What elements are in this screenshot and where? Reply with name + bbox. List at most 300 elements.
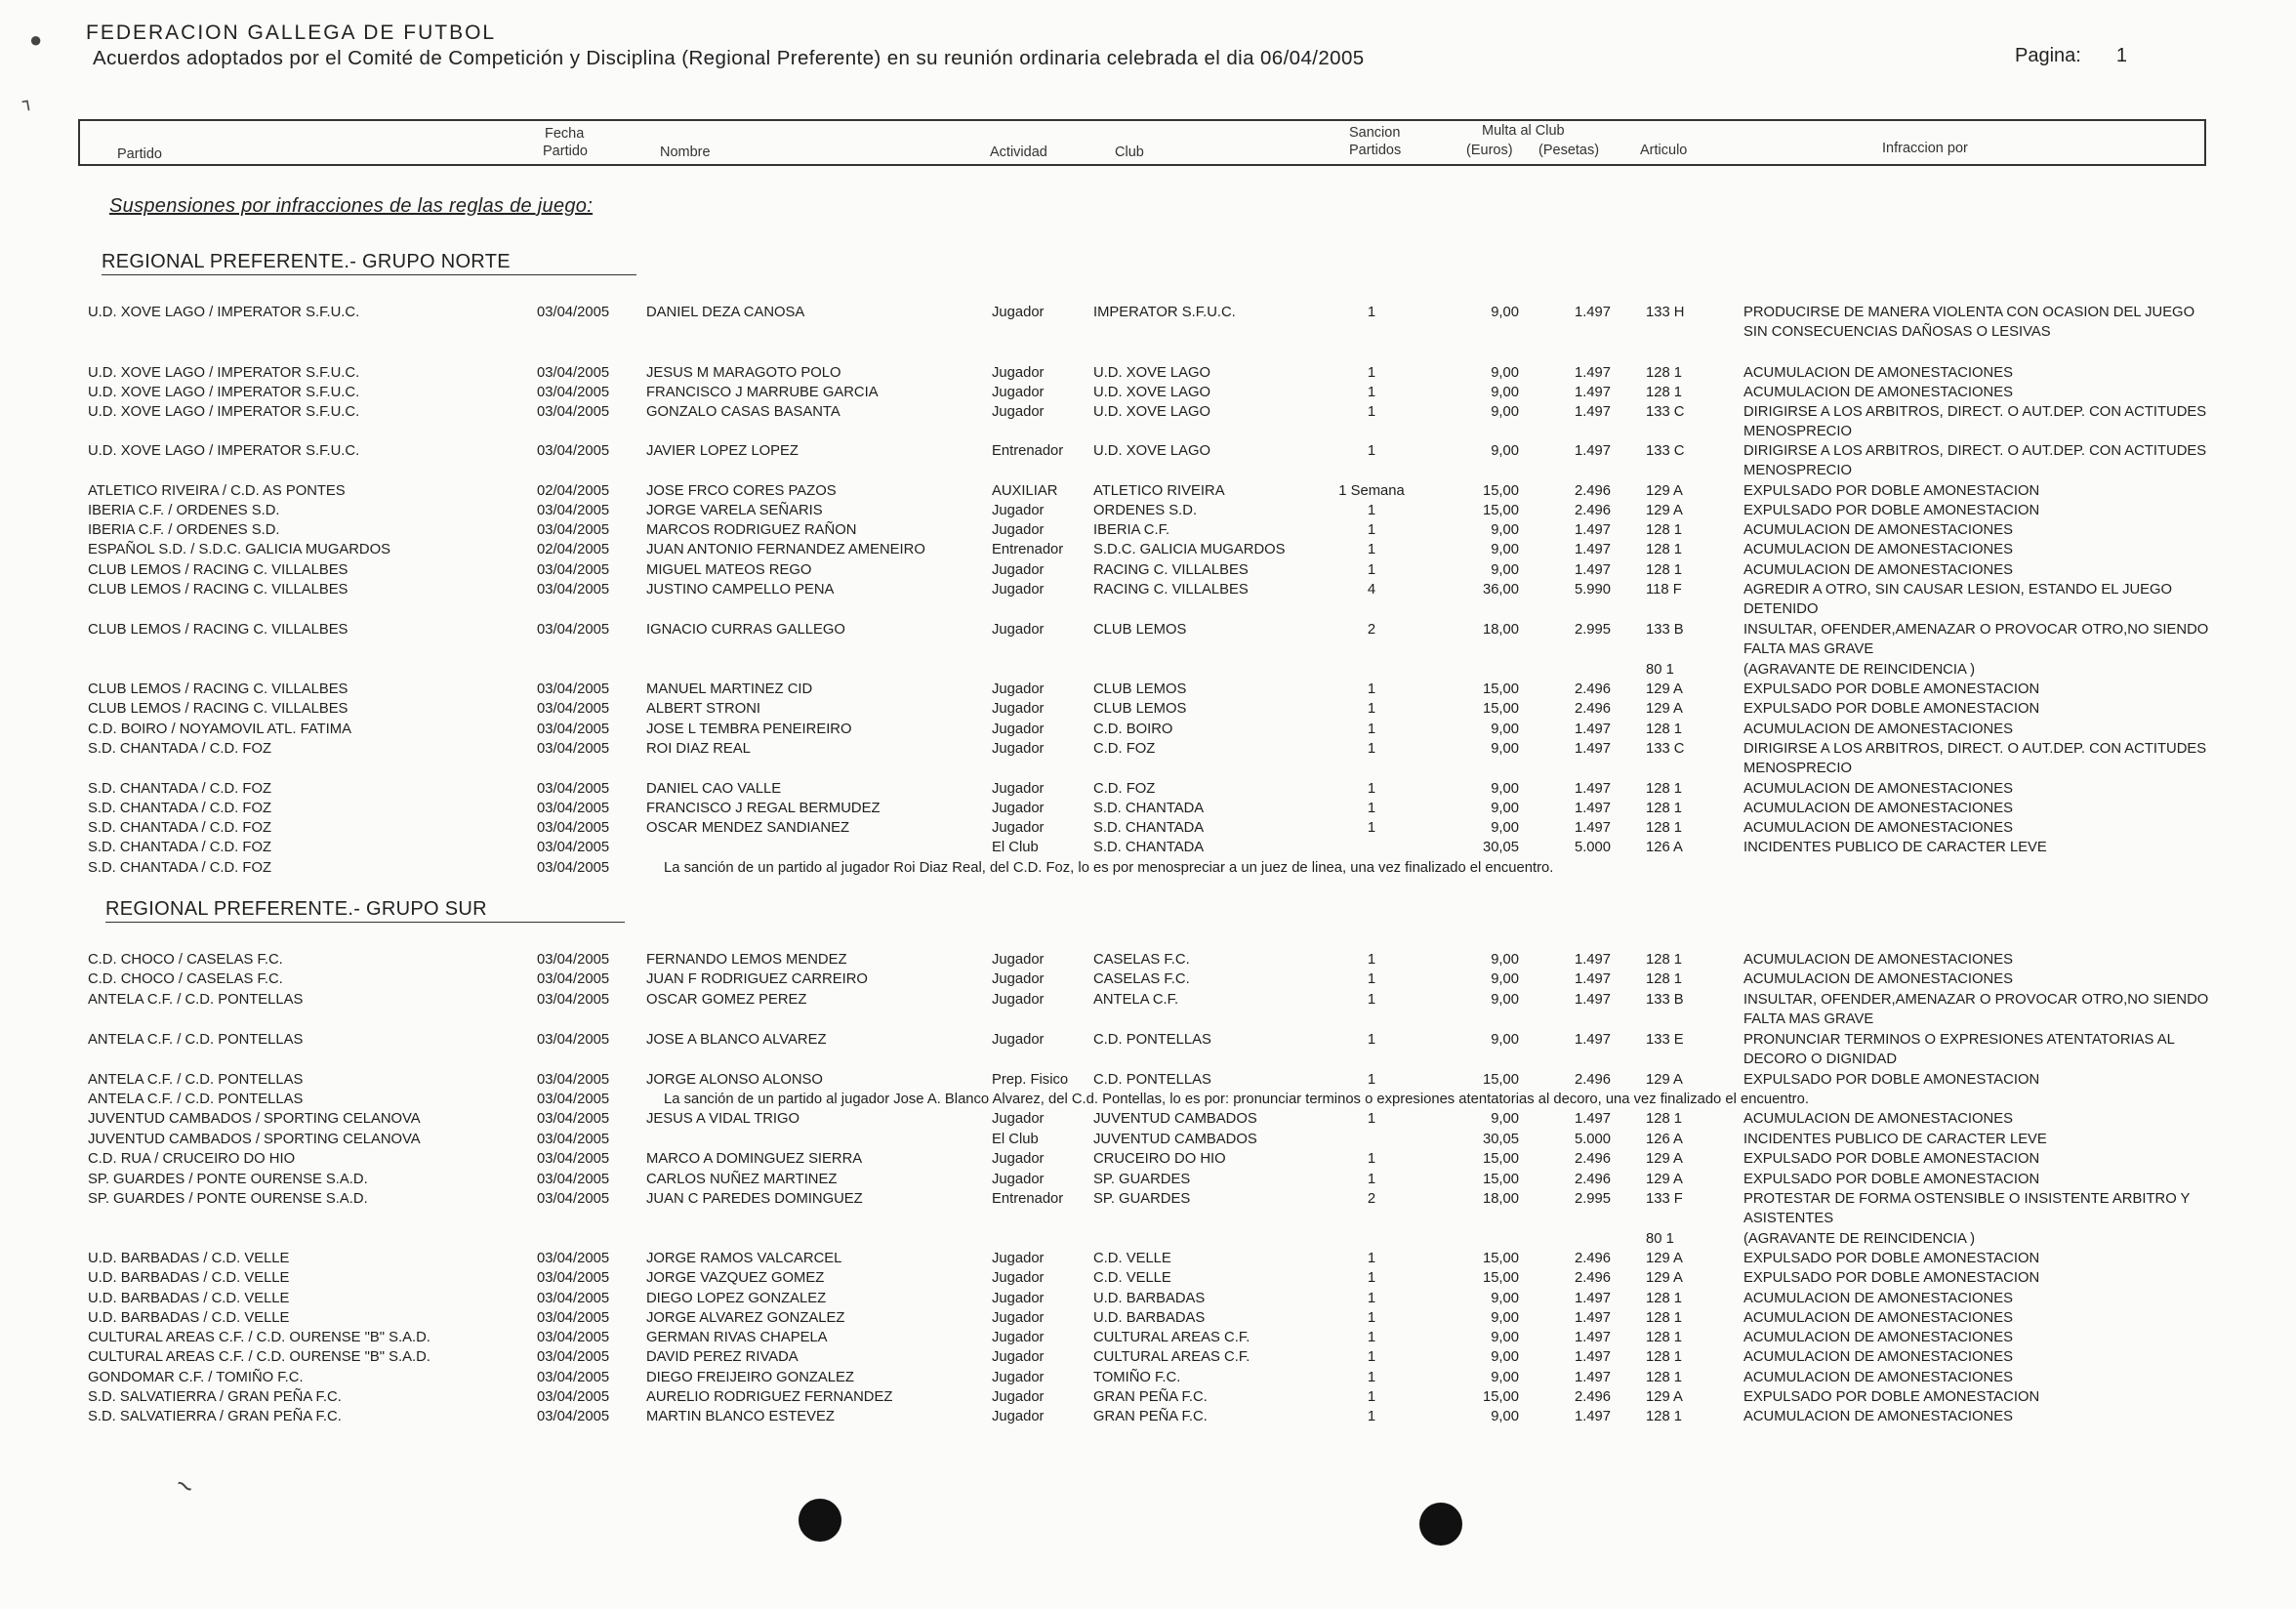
cell-club: SP. GUARDES — [1093, 1191, 1191, 1207]
cell-club: GRAN PEÑA F.C. — [1093, 1409, 1208, 1424]
col-pesetas: (Pesetas) — [1538, 143, 1600, 158]
cell-nombre: JESUS M MARAGOTO POLO — [646, 365, 841, 381]
cell-actividad: Jugador — [992, 622, 1045, 638]
cell-sancion: 1 — [1367, 1111, 1376, 1127]
cell-actividad: Jugador — [992, 992, 1045, 1008]
cell-infraccion: EXPULSADO POR DOBLE AMONESTACION — [1743, 1389, 2040, 1405]
cell-sancion: 1 — [1367, 971, 1376, 987]
table-row — [0, 1268, 2296, 1288]
col-infraccion: Infraccion por — [1882, 141, 1968, 156]
cell-fecha: 03/04/2005 — [537, 385, 610, 400]
cell-articulo: 129 A — [1646, 1251, 1683, 1266]
cell-nombre: MARCOS RODRIGUEZ RAÑON — [646, 522, 857, 538]
cell-fecha: 03/04/2005 — [537, 741, 610, 757]
cell-nombre: DANIEL DEZA CANOSA — [646, 305, 805, 320]
cell-actividad: Jugador — [992, 365, 1045, 381]
cell-euros: 9,00 — [1491, 305, 1519, 320]
cell-pesetas: 2.496 — [1574, 1172, 1611, 1187]
cell-nombre: JORGE VARELA SEÑARIS — [646, 503, 823, 518]
col-euros: (Euros) — [1466, 143, 1513, 158]
table-row — [0, 818, 2296, 838]
cell-club: U.D. BARBADAS — [1093, 1310, 1206, 1326]
cell-fecha: 03/04/2005 — [537, 1270, 610, 1286]
col-sancion-2: Partidos — [1349, 143, 1402, 158]
cell-partido: ESPAÑOL S.D. / S.D.C. GALICIA MUGARDOS — [88, 542, 390, 557]
cell-euros: 9,00 — [1491, 992, 1519, 1008]
scan-mark: ~ — [169, 1467, 200, 1506]
cell-pesetas: 5.000 — [1574, 840, 1611, 855]
cell-euros: 9,00 — [1491, 443, 1519, 459]
cell-club: IMPERATOR S.F.U.C. — [1093, 305, 1236, 320]
cell-pesetas: 1.497 — [1574, 781, 1611, 797]
cell-articulo: 133 E — [1646, 1032, 1684, 1048]
cell-infraccion: EXPULSADO POR DOBLE AMONESTACION — [1743, 1072, 2040, 1088]
cell-euros: 15,00 — [1482, 503, 1519, 518]
cell-partido: GONDOMAR C.F. / TOMIÑO F.C. — [88, 1370, 304, 1385]
cell-partido: S.D. CHANTADA / C.D. FOZ — [88, 781, 271, 797]
scan-mark: ⌐ — [15, 97, 42, 114]
cell-club: U.D. XOVE LAGO — [1093, 404, 1211, 420]
cell-actividad: Jugador — [992, 582, 1045, 598]
cell-articulo: 129 A — [1646, 483, 1683, 499]
cell-euros: 9,00 — [1491, 741, 1519, 757]
cell-pesetas: 1.497 — [1574, 722, 1611, 737]
cell-partido: S.D. CHANTADA / C.D. FOZ — [88, 840, 271, 855]
cell-articulo: 128 1 — [1646, 1409, 1683, 1424]
cell-sancion: 1 — [1367, 562, 1376, 578]
cell-nombre: AURELIO RODRIGUEZ FERNANDEZ — [646, 1389, 893, 1405]
cell-infraccion: PRONUNCIAR TERMINOS O EXPRESIONES ATENTATORIAS AL DECORO O DIGNIDAD — [1743, 1032, 2175, 1067]
cell-partido: U.D. BARBADAS / C.D. VELLE — [88, 1291, 290, 1306]
cell-euros: 9,00 — [1491, 365, 1519, 381]
cell-euros: 9,00 — [1491, 820, 1519, 836]
cell-nombre: MARTIN BLANCO ESTEVEZ — [646, 1409, 835, 1424]
cell-partido: S.D. CHANTADA / C.D. FOZ — [88, 741, 271, 757]
cell-articulo: 129 A — [1646, 681, 1683, 697]
cell-pesetas: 2.496 — [1574, 503, 1611, 518]
cell-pesetas: 1.497 — [1574, 1111, 1611, 1127]
cell-partido: U.D. XOVE LAGO / IMPERATOR S.F.U.C. — [88, 404, 360, 420]
cell-partido: ANTELA C.F. / C.D. PONTELLAS — [88, 1032, 304, 1048]
cell-actividad: Jugador — [992, 1172, 1045, 1187]
cell-articulo: 80 1 — [1646, 662, 1674, 678]
col-actividad: Actividad — [990, 144, 1047, 160]
cell-partido: S.D. SALVATIERRA / GRAN PEÑA F.C. — [88, 1389, 342, 1405]
cell-actividad: Jugador — [992, 820, 1045, 836]
cell-articulo: 118 F — [1646, 582, 1682, 598]
table-row — [0, 481, 2296, 501]
cell-fecha: 03/04/2005 — [537, 1330, 610, 1345]
cell-fecha: 03/04/2005 — [537, 701, 610, 717]
cell-euros: 9,00 — [1491, 1330, 1519, 1345]
cell-sancion: 1 — [1367, 305, 1376, 320]
cell-fecha: 03/04/2005 — [537, 992, 610, 1008]
table-row — [0, 739, 2296, 776]
cell-sancion: 1 — [1367, 820, 1376, 836]
cell-sancion: 1 — [1367, 542, 1376, 557]
cell-fecha: 03/04/2005 — [537, 1310, 610, 1326]
cell-infraccion: EXPULSADO POR DOBLE AMONESTACION — [1743, 1172, 2040, 1187]
cell-nombre: GERMAN RIVAS CHAPELA — [646, 1330, 828, 1345]
table-row — [0, 383, 2296, 402]
cell-pesetas: 1.497 — [1574, 1330, 1611, 1345]
cell-actividad: Jugador — [992, 952, 1045, 968]
cell-articulo: 128 1 — [1646, 952, 1683, 968]
cell-infraccion: DIRIGIRSE A LOS ARBITROS, DIRECT. O AUT.DEP. CON ACTITUDES MENOSPRECIO — [1743, 443, 2207, 478]
cell-club: ORDENES S.D. — [1093, 503, 1198, 518]
cell-euros: 30,05 — [1482, 1132, 1519, 1147]
cell-club: CLUB LEMOS — [1093, 681, 1187, 697]
cell-club: U.D. XOVE LAGO — [1093, 365, 1211, 381]
cell-pesetas: 2.995 — [1574, 622, 1611, 638]
cell-actividad: Entrenador — [992, 1191, 1064, 1207]
cell-infraccion: EXPULSADO POR DOBLE AMONESTACION — [1743, 503, 2040, 518]
table-row — [0, 1289, 2296, 1308]
cell-actividad: Entrenador — [992, 542, 1064, 557]
cell-sancion: 1 — [1367, 1072, 1376, 1088]
cell-nombre: DAVID PEREZ RIVADA — [646, 1349, 799, 1365]
cell-fecha: 03/04/2005 — [537, 820, 610, 836]
cell-euros: 15,00 — [1482, 681, 1519, 697]
table-row — [0, 660, 2296, 680]
scan-mark: ● — [29, 27, 43, 52]
cell-infraccion: ACUMULACION DE AMONESTACIONES — [1743, 385, 2013, 400]
cell-pesetas: 1.497 — [1574, 1310, 1611, 1326]
cell-partido: IBERIA C.F. / ORDENES S.D. — [88, 503, 280, 518]
cell-fecha: 03/04/2005 — [537, 1172, 610, 1187]
cell-nombre: OSCAR MENDEZ SANDIANEZ — [646, 820, 850, 836]
cell-euros: 15,00 — [1482, 1389, 1519, 1405]
table-row — [0, 402, 2296, 439]
cell-partido: U.D. XOVE LAGO / IMPERATOR S.F.U.C. — [88, 305, 360, 320]
cell-actividad: Jugador — [992, 503, 1045, 518]
cell-partido: C.D. CHOCO / CASELAS F.C. — [88, 952, 283, 968]
table-row — [0, 1328, 2296, 1347]
cell-actividad: Jugador — [992, 1310, 1045, 1326]
cell-pesetas: 1.497 — [1574, 404, 1611, 420]
cell-club: CULTURAL AREAS C.F. — [1093, 1349, 1250, 1365]
cell-articulo: 133 B — [1646, 992, 1684, 1008]
page-number — [2015, 45, 2127, 67]
cell-pesetas: 1.497 — [1574, 992, 1611, 1008]
table-row — [0, 1347, 2296, 1367]
cell-pesetas: 1.497 — [1574, 542, 1611, 557]
table-row — [0, 720, 2296, 739]
cell-sancion: 1 — [1367, 1291, 1376, 1306]
table-row — [0, 1070, 2296, 1090]
cell-articulo: 133 C — [1646, 404, 1685, 420]
col-multa: Multa al Club — [1482, 123, 1565, 139]
cell-euros: 9,00 — [1491, 971, 1519, 987]
cell-pesetas: 1.497 — [1574, 522, 1611, 538]
cell-sancion: 1 — [1367, 1310, 1376, 1326]
cell-euros: 15,00 — [1482, 1072, 1519, 1088]
cell-nombre: FRANCISCO J REGAL BERMUDEZ — [646, 801, 881, 816]
cell-infraccion: ACUMULACION DE AMONESTACIONES — [1743, 801, 2013, 816]
cell-infraccion: ACUMULACION DE AMONESTACIONES — [1743, 1370, 2013, 1385]
cell-partido: CULTURAL AREAS C.F. / C.D. OURENSE "B" S.A.D. — [88, 1349, 430, 1365]
punch-hole — [799, 1499, 841, 1542]
cell-articulo: 128 1 — [1646, 722, 1683, 737]
page-value: 1 — [2115, 45, 2127, 66]
cell-sancion: 1 — [1367, 443, 1376, 459]
cell-nombre: JORGE ALONSO ALONSO — [646, 1072, 823, 1088]
cell-infraccion: EXPULSADO POR DOBLE AMONESTACION — [1743, 1151, 2040, 1167]
table-row — [0, 1109, 2296, 1129]
cell-euros: 30,05 — [1482, 840, 1519, 855]
cell-sancion: 1 — [1367, 741, 1376, 757]
table-row — [0, 501, 2296, 520]
cell-nombre: IGNACIO CURRAS GALLEGO — [646, 622, 845, 638]
cell-infraccion: EXPULSADO POR DOBLE AMONESTACION — [1743, 701, 2040, 717]
cell-pesetas: 1.497 — [1574, 971, 1611, 987]
cell-articulo: 129 A — [1646, 1072, 1683, 1088]
cell-partido: C.D. RUA / CRUCEIRO DO HIO — [88, 1151, 296, 1167]
cell-infraccion: PROTESTAR DE FORMA OSTENSIBLE O INSISTENTE ARBITRO Y ASISTENTES — [1743, 1191, 2191, 1226]
cell-fecha: 03/04/2005 — [537, 1111, 610, 1127]
cell-club: C.D. PONTELLAS — [1093, 1072, 1211, 1088]
cell-club: TOMIÑO F.C. — [1093, 1370, 1181, 1385]
table-row — [0, 1030, 2296, 1067]
cell-fecha: 03/04/2005 — [537, 1072, 610, 1088]
cell-fecha: 03/04/2005 — [537, 522, 610, 538]
cell-euros: 9,00 — [1491, 404, 1519, 420]
col-partido: Partido — [117, 146, 162, 162]
cell-actividad: Jugador — [992, 404, 1045, 420]
cell-fecha: 03/04/2005 — [537, 562, 610, 578]
table-row — [0, 1189, 2296, 1226]
cell-partido: CLUB LEMOS / RACING C. VILLALBES — [88, 701, 348, 717]
cell-club: CLUB LEMOS — [1093, 622, 1187, 638]
cell-infraccion: ACUMULACION DE AMONESTACIONES — [1743, 1349, 2013, 1365]
col-sancion-1: Sancion — [1349, 125, 1401, 141]
cell-partido: U.D. XOVE LAGO / IMPERATOR S.F.U.C. — [88, 443, 360, 459]
cell-infraccion: ACUMULACION DE AMONESTACIONES — [1743, 1291, 2013, 1306]
cell-partido: CLUB LEMOS / RACING C. VILLALBES — [88, 681, 348, 697]
cell-articulo: 133 C — [1646, 741, 1685, 757]
cell-pesetas: 2.496 — [1574, 483, 1611, 499]
cell-fecha: 03/04/2005 — [537, 971, 610, 987]
cell-pesetas: 2.496 — [1574, 701, 1611, 717]
federation-name: FEDERACION GALLEGA DE FUTBOL — [86, 21, 497, 44]
cell-pesetas: 1.497 — [1574, 562, 1611, 578]
cell-sancion: 1 — [1367, 1172, 1376, 1187]
cell-partido: ANTELA C.F. / C.D. PONTELLAS — [88, 1092, 304, 1107]
cell-articulo: 129 A — [1646, 1270, 1683, 1286]
cell-pesetas: 1.497 — [1574, 1349, 1611, 1365]
cell-club: ANTELA C.F. — [1093, 992, 1179, 1008]
cell-actividad: Jugador — [992, 1151, 1045, 1167]
cell-infraccion: PRODUCIRSE DE MANERA VIOLENTA CON OCASION DEL JUEGO SIN CONSECUENCIAS DAÑOSAS O LESIVAS — [1743, 305, 2195, 340]
table-row — [0, 1130, 2296, 1149]
cell-infraccion: ACUMULACION DE AMONESTACIONES — [1743, 1310, 2013, 1326]
cell-club: RACING C. VILLALBES — [1093, 562, 1249, 578]
cell-actividad: Jugador — [992, 1270, 1045, 1286]
table-row — [0, 1170, 2296, 1189]
cell-partido: U.D. BARBADAS / C.D. VELLE — [88, 1270, 290, 1286]
cell-infraccion: ACUMULACION DE AMONESTACIONES — [1743, 1409, 2013, 1424]
cell-nombre: ROI DIAZ REAL — [646, 741, 751, 757]
cell-club: GRAN PEÑA F.C. — [1093, 1389, 1208, 1405]
cell-euros: 9,00 — [1491, 1291, 1519, 1306]
cell-fecha: 03/04/2005 — [537, 1032, 610, 1048]
table-row — [0, 1387, 2296, 1407]
cell-actividad: Jugador — [992, 801, 1045, 816]
cell-pesetas: 2.496 — [1574, 1251, 1611, 1266]
cell-pesetas: 1.497 — [1574, 1370, 1611, 1385]
cell-pesetas: 5.000 — [1574, 1132, 1611, 1147]
cell-infraccion: ACUMULACION DE AMONESTACIONES — [1743, 562, 2013, 578]
cell-fecha: 03/04/2005 — [537, 681, 610, 697]
cell-actividad: Entrenador — [992, 443, 1064, 459]
group-title-norte: REGIONAL PREFERENTE.- GRUPO NORTE — [102, 251, 636, 275]
cell-sancion: 4 — [1367, 582, 1376, 598]
cell-actividad: Jugador — [992, 1330, 1045, 1345]
document-title: Acuerdos adoptados por el Comité de Competición y Disciplina (Regional Preferente) en su reunión ordinaria celebrada el dia 06/04/2005 — [93, 47, 1365, 69]
table-row — [0, 970, 2296, 989]
cell-partido: SP. GUARDES / PONTE OURENSE S.A.D. — [88, 1191, 368, 1207]
cell-club: U.D. XOVE LAGO — [1093, 385, 1211, 400]
cell-partido: U.D. XOVE LAGO / IMPERATOR S.F.U.C. — [88, 385, 360, 400]
cell-sancion: 1 — [1367, 1251, 1376, 1266]
cell-pesetas: 2.496 — [1574, 1270, 1611, 1286]
cell-articulo: 133 B — [1646, 622, 1684, 638]
cell-pesetas: 5.990 — [1574, 582, 1611, 598]
cell-infraccion: ACUMULACION DE AMONESTACIONES — [1743, 522, 2013, 538]
cell-euros: 9,00 — [1491, 385, 1519, 400]
cell-club: C.D. BOIRO — [1093, 722, 1173, 737]
cell-fecha: 03/04/2005 — [537, 1409, 610, 1424]
cell-fecha: 02/04/2005 — [537, 542, 610, 557]
cell-infraccion: EXPULSADO POR DOBLE AMONESTACION — [1743, 1270, 2040, 1286]
cell-euros: 15,00 — [1482, 1270, 1519, 1286]
cell-actividad: Prep. Fisico — [992, 1072, 1069, 1088]
table-row — [0, 520, 2296, 540]
cell-sancion: 2 — [1367, 1191, 1376, 1207]
cell-articulo: 128 1 — [1646, 971, 1683, 987]
col-articulo: Articulo — [1640, 143, 1688, 158]
cell-actividad: Jugador — [992, 1409, 1045, 1424]
cell-club: S.D. CHANTADA — [1093, 840, 1205, 855]
table-row — [0, 950, 2296, 970]
cell-infraccion: (AGRAVANTE DE REINCIDENCIA ) — [1743, 662, 1976, 678]
cell-partido: ATLETICO RIVEIRA / C.D. AS PONTES — [88, 483, 346, 499]
cell-club: S.D. CHANTADA — [1093, 820, 1205, 836]
cell-nombre: GONZALO CASAS BASANTA — [646, 404, 840, 420]
cell-fecha: 03/04/2005 — [537, 1251, 610, 1266]
cell-club: S.D.C. GALICIA MUGARDOS — [1093, 542, 1286, 557]
section-title: Suspensiones por infracciones de las reglas de juego: — [109, 195, 594, 217]
cell-pesetas: 2.496 — [1574, 1072, 1611, 1088]
table-row — [0, 1368, 2296, 1387]
table-row — [0, 699, 2296, 719]
cell-articulo: 128 1 — [1646, 1111, 1683, 1127]
cell-sancion: 1 — [1367, 365, 1376, 381]
cell-club: ATLETICO RIVEIRA — [1093, 483, 1225, 499]
cell-partido: S.D. CHANTADA / C.D. FOZ — [88, 820, 271, 836]
cell-partido: ANTELA C.F. / C.D. PONTELLAS — [88, 992, 304, 1008]
cell-fecha: 02/04/2005 — [537, 483, 610, 499]
cell-articulo: 128 1 — [1646, 542, 1683, 557]
cell-nombre: JUSTINO CAMPELLO PENA — [646, 582, 835, 598]
cell-nombre: CARLOS NUÑEZ MARTINEZ — [646, 1172, 838, 1187]
cell-nombre: MIGUEL MATEOS REGO — [646, 562, 812, 578]
col-fecha-2: Partido — [543, 144, 588, 159]
cell-fecha: 03/04/2005 — [537, 722, 610, 737]
cell-nombre: DANIEL CAO VALLE — [646, 781, 782, 797]
cell-euros: 9,00 — [1491, 1032, 1519, 1048]
cell-sancion: 1 — [1367, 952, 1376, 968]
cell-partido: IBERIA C.F. / ORDENES S.D. — [88, 522, 280, 538]
cell-club: SP. GUARDES — [1093, 1172, 1191, 1187]
cell-fecha: 03/04/2005 — [537, 1132, 610, 1147]
cell-fecha: 03/04/2005 — [537, 365, 610, 381]
cell-actividad: Jugador — [992, 1389, 1045, 1405]
cell-actividad: Jugador — [992, 1349, 1045, 1365]
cell-nombre: JUAN ANTONIO FERNANDEZ AMENEIRO — [646, 542, 925, 557]
cell-sancion: 1 — [1367, 503, 1376, 518]
cell-infraccion: (AGRAVANTE DE REINCIDENCIA ) — [1743, 1231, 1976, 1247]
cell-club: C.D. VELLE — [1093, 1251, 1171, 1266]
cell-fecha: 03/04/2005 — [537, 443, 610, 459]
cell-nombre: JOSE A BLANCO ALVAREZ — [646, 1032, 827, 1048]
cell-actividad: Jugador — [992, 722, 1045, 737]
cell-fecha: 03/04/2005 — [537, 305, 610, 320]
cell-articulo: 129 A — [1646, 701, 1683, 717]
table-row — [0, 680, 2296, 699]
cell-euros: 18,00 — [1482, 622, 1519, 638]
cell-fecha: 03/04/2005 — [537, 801, 610, 816]
cell-articulo: 129 A — [1646, 1151, 1683, 1167]
cell-pesetas: 1.497 — [1574, 305, 1611, 320]
cell-euros: 36,00 — [1482, 582, 1519, 598]
cell-club: C.D. PONTELLAS — [1093, 1032, 1211, 1048]
cell-infraccion: DIRIGIRSE A LOS ARBITROS, DIRECT. O AUT.DEP. CON ACTITUDES MENOSPRECIO — [1743, 741, 2207, 776]
table-row — [0, 838, 2296, 857]
cell-nombre: JORGE RAMOS VALCARCEL — [646, 1251, 842, 1266]
cell-euros: 9,00 — [1491, 1111, 1519, 1127]
table-row — [0, 540, 2296, 559]
cell-actividad: Jugador — [992, 1111, 1045, 1127]
cell-fecha: 03/04/2005 — [537, 1151, 610, 1167]
cell-partido: U.D. BARBADAS / C.D. VELLE — [88, 1310, 290, 1326]
table-row — [0, 560, 2296, 580]
cell-partido: CULTURAL AREAS C.F. / C.D. OURENSE "B" S.A.D. — [88, 1330, 430, 1345]
cell-fecha: 03/04/2005 — [537, 404, 610, 420]
cell-sancion: 1 — [1367, 522, 1376, 538]
cell-actividad: AUXILIAR — [992, 483, 1058, 499]
cell-fecha: 03/04/2005 — [537, 1349, 610, 1365]
cell-pesetas: 1.497 — [1574, 801, 1611, 816]
cell-club: U.D. XOVE LAGO — [1093, 443, 1211, 459]
table-row — [0, 858, 2296, 878]
cell-pesetas: 1.497 — [1574, 365, 1611, 381]
table-row — [0, 303, 2296, 340]
cell-euros: 15,00 — [1482, 1151, 1519, 1167]
cell-fecha: 03/04/2005 — [537, 781, 610, 797]
table-row — [0, 1229, 2296, 1249]
table-row — [0, 990, 2296, 1027]
cell-articulo: 129 A — [1646, 503, 1683, 518]
cell-infraccion: ACUMULACION DE AMONESTACIONES — [1743, 1111, 2013, 1127]
cell-nombre: JUAN C PAREDES DOMINGUEZ — [646, 1191, 863, 1207]
punch-hole — [1419, 1503, 1462, 1546]
cell-fecha: 03/04/2005 — [537, 622, 610, 638]
table-row — [0, 779, 2296, 799]
cell-articulo: 128 1 — [1646, 1370, 1683, 1385]
cell-fecha: 03/04/2005 — [537, 582, 610, 598]
cell-articulo: 128 1 — [1646, 365, 1683, 381]
